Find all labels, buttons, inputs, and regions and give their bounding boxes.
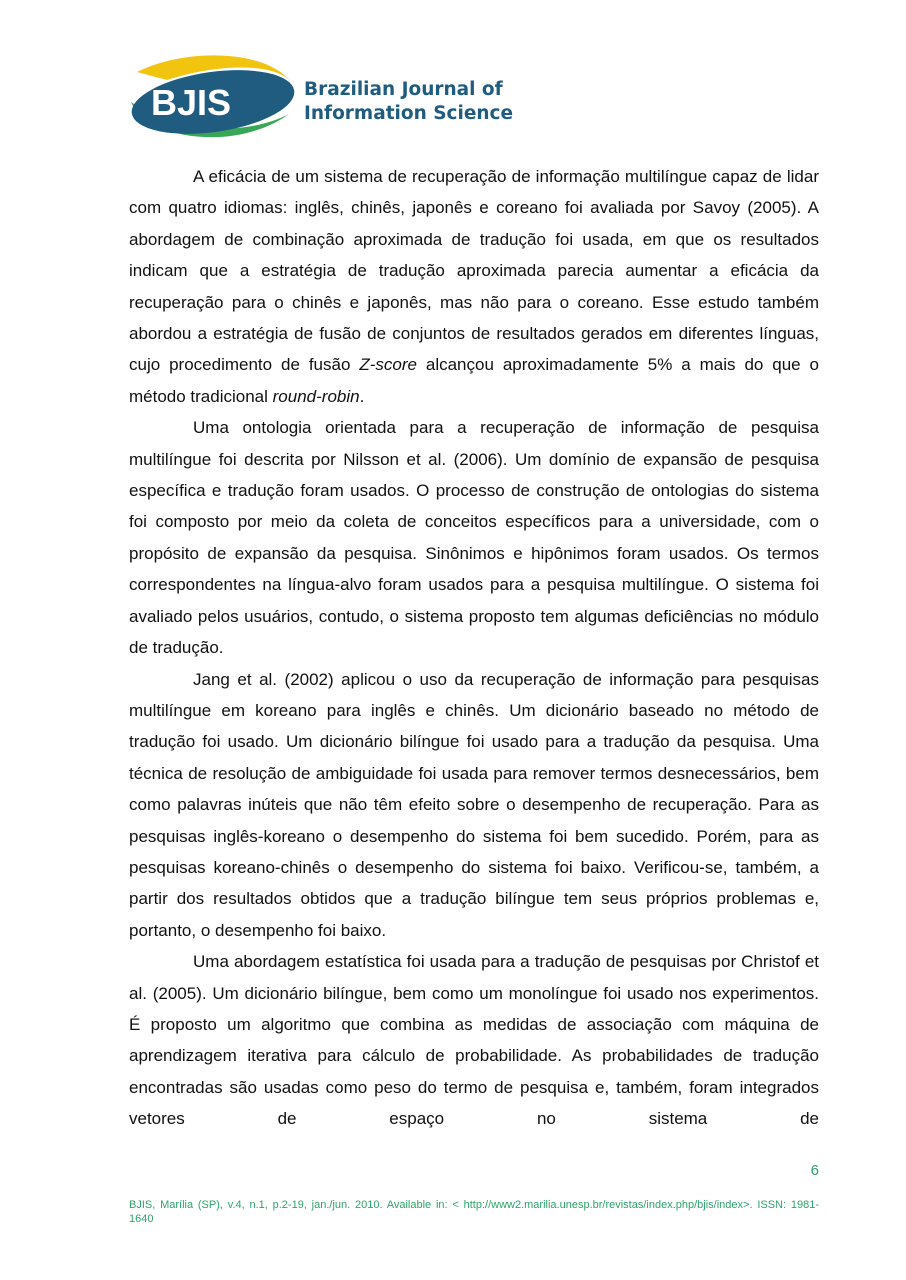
paragraph-1-text-c: . [359, 386, 365, 406]
journal-name-line-1: Brazilian Journal of [304, 79, 503, 100]
round-robin-term: round-robin [272, 386, 360, 406]
paragraph-3: Jang et al. (2002) aplicou o uso da recuperação de informação para pesquisas multilíngue em koreano para inglês e chinês. Um dicionário baseado no método de tradução foi usado. Um dicionário bilíngue foi usado para a tradução da pesquisa. Uma técnica de resolução de ambiguidade foi usada para remover termos desnecessários, bem como palavras inúteis que não têm efeito sobre o desempenho de recuperação. Para as pesquisas inglês-koreano o desempenho do sistema foi bem sucedido. Porém, para as pesquisas koreano-chinês o desempenho do sistema foi baixo. Verificou-se, também, a partir dos resultados obtidos que a tradução bilíngue tem seus próprios problemas e, portanto, o desempenho foi baixo. [129, 669, 819, 940]
paragraph-2: Uma ontologia orientada para a recuperação de informação de pesquisa multilíngue foi descrita por Nilsson et al. (2006). Um domínio de expansão de pesquisa específica e tradução foram usados. O processo de construção de ontologias do sistema foi composto por meio da coleta de conceitos específicos para a universidade, com o propósito de expansão da pesquisa. Sinônimos e hipônimos foram usados. Os termos correspondentes na língua-alvo foram usados para a pesquisa multilíngue. O sistema foi avaliado pelos usuários, contudo, o sistema proposto tem algumas deficiências no módulo de tradução. [129, 418, 819, 658]
paragraph-4: Uma abordagem estatística foi usada para a tradução de pesquisas por Christof et al. (2005). Um dicionário bilíngue, bem como um monolíngue foi usado nos experimentos. É proposto um algoritmo que combina as medidas de associação com máquina de aprendizagem iterativa para cálculo de probabilidade. As probabilidades de tradução encontradas são usadas como peso do termo de pesquisa e, também, foram integrados vetores de espaço no sistema de [129, 952, 819, 1129]
journal-logo [127, 52, 527, 146]
logo-mark-text: BJIS [151, 82, 232, 123]
paragraph-1 [129, 161, 819, 412]
bjis-logo-mark [127, 52, 297, 146]
footer-citation: BJIS, Marília (SP), v.4, n.1, p.2-19, jan./jun. 2010. Available in: < http://www2.marilia.unesp.br/revistas/index.php/bjis/index>. ISSN: 1981-1640 [129, 1199, 819, 1225]
article-body [129, 161, 819, 1135]
journal-name [304, 78, 513, 126]
z-score-term: Z-score [359, 355, 417, 375]
paragraph-1-text-a: A eficácia de um sistema de recuperação de informação multilíngue capaz de lidar com quatro idiomas: inglês, chinês, japonês e coreano foi avaliada por Savoy (2005). A abordagem de combinação aproximada de tradução foi usada, em que os resultados indicam que a estratégia de tradução aproximada parecia aumentar a eficácia da recuperação para o chinês e japonês, mas não para o coreano. Esse estudo também abordou a estratégia de fusão de conjuntos de resultados gerados em diferentes línguas, cujo procedimento de fusão [129, 167, 819, 375]
page-number: 6 [810, 1162, 819, 1179]
journal-name-line-2: Information Science [304, 103, 514, 124]
paragraph-1-text-b: alcançou aproximadamente 5% a mais do que o método tradicional [129, 355, 819, 406]
